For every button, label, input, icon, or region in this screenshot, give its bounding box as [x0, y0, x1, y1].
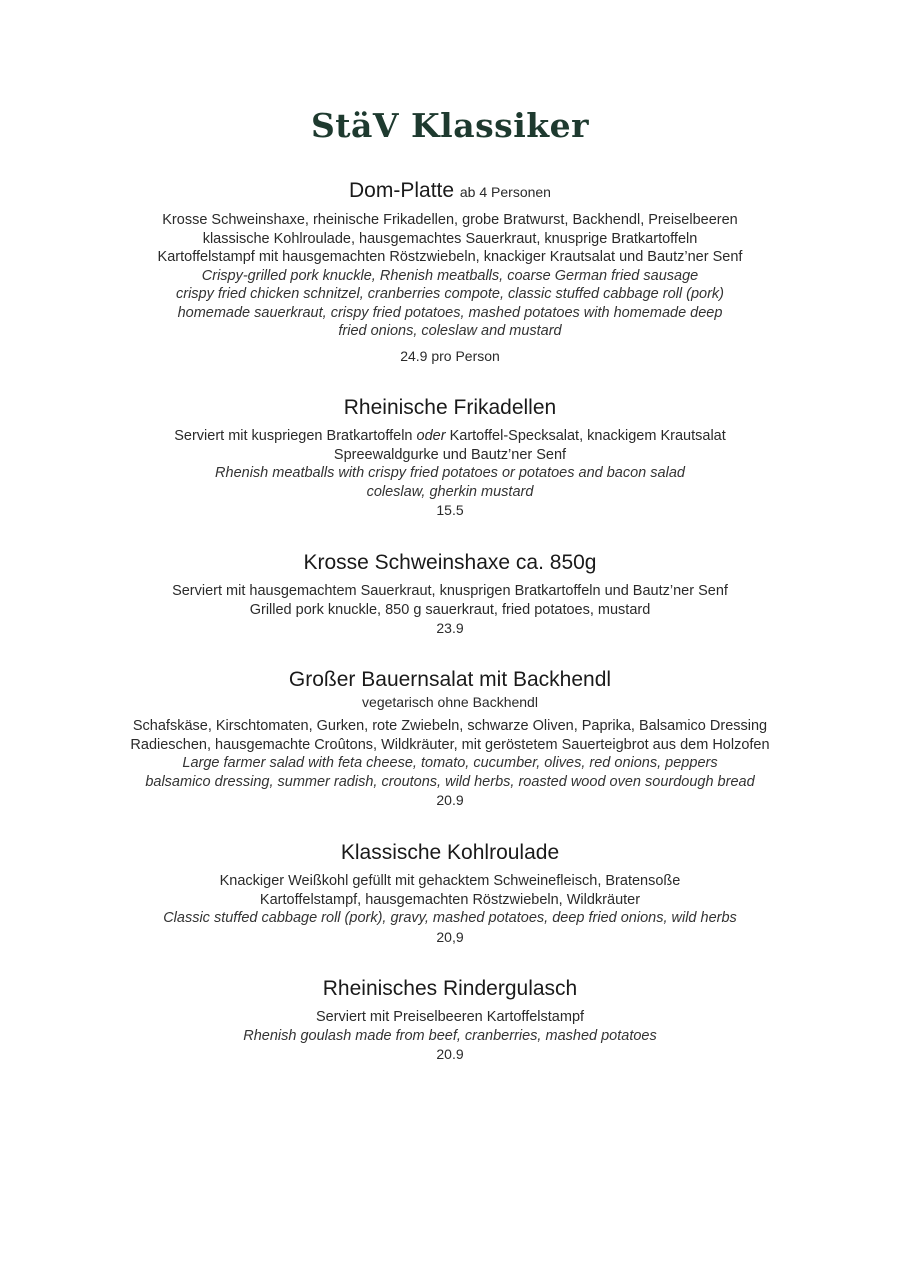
dish-price: 23.9 — [436, 620, 464, 636]
dish-price: 20.9 — [436, 1046, 464, 1062]
desc-line: Spreewaldgurke und Bautz’ner Senf — [333, 446, 567, 463]
desc-line: Crispy-grilled pork knuckle, Rhenish meatballs, coarse German fried sausage — [201, 267, 699, 284]
dish-description-de — [0, 872, 900, 909]
dish-rheinische-frikadellen — [0, 395, 900, 519]
desc-line: Krosse Schweinshaxe, rheinische Frikadellen, grobe Bratwurst, Backhendl, Preiselbeeren — [162, 212, 738, 228]
dish-description-en — [0, 909, 900, 928]
dish-price: 20.9 — [436, 792, 464, 808]
desc-fragment: Kartoffel-Specksalat, knackigem Krautsalat — [445, 428, 726, 444]
dish-price: 24.9 pro Person — [400, 347, 500, 364]
dish-dom-platte — [0, 178, 900, 365]
desc-line: crispy fried chicken schnitzel, cranberries compote, classic stuffed cabbage roll (pork) — [175, 286, 724, 302]
dish-note: ab 4 Personen — [459, 184, 551, 200]
dish-description-de — [0, 211, 900, 267]
desc-fragment: Serviert mit kuspriegen Bratkartoffeln — [174, 428, 417, 444]
desc-line: homemade sauerkraut, crispy fried potatoes, mashed potatoes with homemade deep — [177, 304, 723, 321]
dish-name: Rheinische Frikadellen — [343, 396, 557, 419]
dish-description-en — [0, 1027, 900, 1046]
desc-line: Rhenish goulash made from beef, cranberries, mashed potatoes — [243, 1027, 657, 1044]
desc-line: klassische Kohlroulade, hausgemachtes Sauerkraut, knusprige Bratkartoffeln — [202, 230, 698, 247]
dish-description-de — [0, 427, 900, 464]
dish-price: 15.5 — [436, 502, 464, 518]
dish-name: Klassische Kohlroulade — [340, 841, 560, 864]
dish-name-text: Dom-Platte — [349, 179, 455, 202]
dish-description-en — [0, 464, 900, 501]
dish-grosser-bauernsalat — [0, 667, 900, 809]
dish-description-de — [0, 1008, 900, 1027]
dish-price: 20,9 — [436, 928, 464, 945]
desc-line: balsamico dressing, summer radish, croutons, wild herbs, roasted wood oven sourdough bread — [145, 773, 755, 790]
desc-line: Large farmer salad with feta cheese, tomato, cucumber, olives, red onions, peppers — [182, 755, 718, 771]
desc-line: Rhenish meatballs with crispy fried potatoes or potatoes and bacon salad — [215, 465, 685, 481]
dish-description-en — [0, 267, 900, 341]
desc-line: fried onions, coleslaw and mustard — [338, 323, 562, 339]
desc-line: Serviert mit hausgemachtem Sauerkraut, knusprigen Bratkartoffeln und Bautz’ner Senf — [172, 583, 728, 599]
dish-description-en — [0, 754, 900, 791]
desc-fragment-italic: oder — [416, 428, 446, 444]
desc-line: Classic stuffed cabbage roll (pork), gravy, mashed potatoes, deep fried onions, wild herbs — [163, 910, 737, 926]
dish-name — [0, 178, 900, 205]
desc-line: Kartoffelstampf mit hausgemachten Röstzwiebeln, knackiger Krautsalat und Bautz’ner Senf — [157, 249, 743, 265]
dish-name: Großer Bauernsalat mit Backhendl — [288, 668, 612, 691]
dish-description-de — [0, 582, 900, 619]
desc-line: Serviert mit Preiselbeeren Kartoffelstampf — [315, 1009, 585, 1025]
dish-klassische-kohlroulade — [0, 840, 900, 946]
desc-line: Knackiger Weißkohl gefüllt mit gehacktem Schweinefleisch, Bratensoße — [219, 873, 681, 889]
desc-line: Radieschen, hausgemachte Croûtons, Wildkräuter, mit geröstetem Sauerteigbrot aus dem Holzofen — [130, 736, 770, 753]
dish-rheinisches-rindergulasch — [0, 976, 900, 1063]
dish-name: Krosse Schweinshaxe ca. 850g — [303, 551, 597, 574]
desc-line: Kartoffelstampf, hausgemachten Röstzwiebeln, Wildkräuter — [259, 891, 641, 908]
dish-subtitle: vegetarisch ohne Backhendl — [362, 694, 538, 710]
dish-name: Rheinisches Rindergulasch — [322, 977, 578, 1000]
dish-description-de — [0, 717, 900, 754]
desc-line: coleslaw, gherkin mustard — [366, 483, 534, 500]
desc-line: Schafskäse, Kirschtomaten, Gurken, rote Zwiebeln, schwarze Oliven, Paprika, Balsamico Dressing — [132, 718, 768, 734]
desc-line: Grilled pork knuckle, 850 g sauerkraut, fried potatoes, mustard — [249, 601, 651, 618]
desc-line — [0, 427, 900, 446]
menu-title: StäV Klassiker — [310, 106, 590, 145]
dish-krosse-schweinshaxe — [0, 550, 900, 637]
